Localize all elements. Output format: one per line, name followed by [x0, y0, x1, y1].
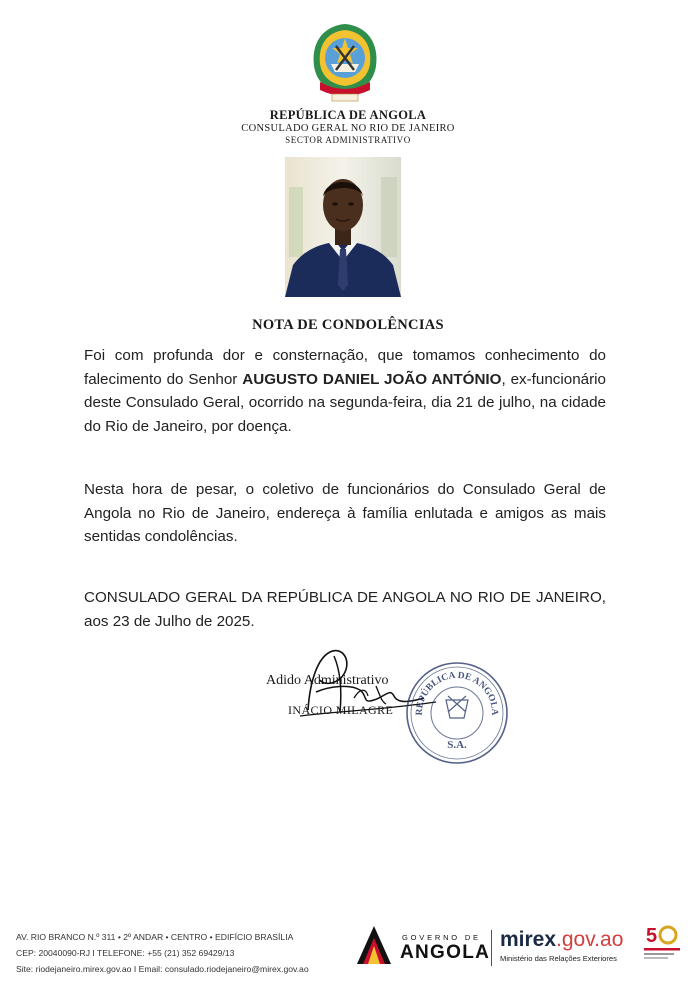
gov-logo-title: ANGOLA [400, 942, 491, 963]
signatory-name: INÁCIO MILAGRE [288, 703, 394, 717]
paragraph-text: Foi com profunda dor e consternação, que tomamos conhecimento do falecimento do Senhor [84, 347, 606, 388]
header-sector: SECTOR ADMINISTRATIVO [285, 135, 411, 145]
stamp-initials: S.A. [447, 739, 467, 751]
footer-address-block [16, 929, 309, 977]
footer-contact: CEP: 20040090-RJ I TELEFONE: +55 (21) 352 69429/13 [16, 948, 235, 958]
paragraph-condolences: Nesta hora de pesar, o coletivo de funcionários do Consulado Geral de Angola no Rio de Janeiro, endereça à família enlutada e amigos as mais sentidas condolências. [84, 481, 606, 545]
footer-address: AV. RIO BRANCO N.º 311 • 2º ANDAR • CENTRO • EDIFÍCIO BRASÍLIA [16, 932, 294, 942]
paragraph-death-notice [84, 344, 606, 438]
portrait-photo [285, 157, 401, 297]
paragraph-text: , ex-funcionário deste Consulado Geral, ocorrido na segunda-feira, dia 21 de julho, na cidade do Rio de Janeiro, por doença. [84, 370, 606, 435]
paragraph-place-date: CONSULADO GERAL DA REPÚBLICA DE ANGOLA NO RIO DE JANEIRO, aos 23 de Julho de 2025. [84, 589, 606, 630]
deceased-name: AUGUSTO DANIEL JOÃO ANTÓNIO [242, 370, 502, 388]
national-emblem [306, 20, 384, 106]
footer-site-email: Site: riodejaneiro.mirex.gov.ao I Email: consulado.riodejaneiro@mirex.gov.ao [16, 964, 309, 974]
mirex-logo [500, 928, 623, 952]
signatory-role: Adido Administrativo [266, 673, 389, 688]
ministry-name: Ministério das Relações Exteriores [500, 954, 617, 963]
svg-text:5: 5 [646, 925, 658, 947]
official-stamp [404, 660, 510, 766]
independence-50-badge-icon [640, 918, 684, 966]
mirex-name: mirex [500, 928, 557, 951]
footer-divider [491, 930, 492, 966]
stamp-text: REPÚBLICA DE ANGOLA [414, 670, 500, 716]
gov-logo-subtitle: GOVERNO DE [402, 933, 481, 942]
header-consulate: CONSULADO GERAL NO RIO DE JANEIRO [241, 123, 455, 134]
header-country: REPÚBLICA DE ANGOLA [269, 108, 427, 122]
document-title: NOTA DE CONDOLÊNCIAS [252, 317, 444, 333]
governo-angola-logo-icon [355, 924, 393, 966]
mirex-domain: .gov.ao [556, 928, 624, 951]
